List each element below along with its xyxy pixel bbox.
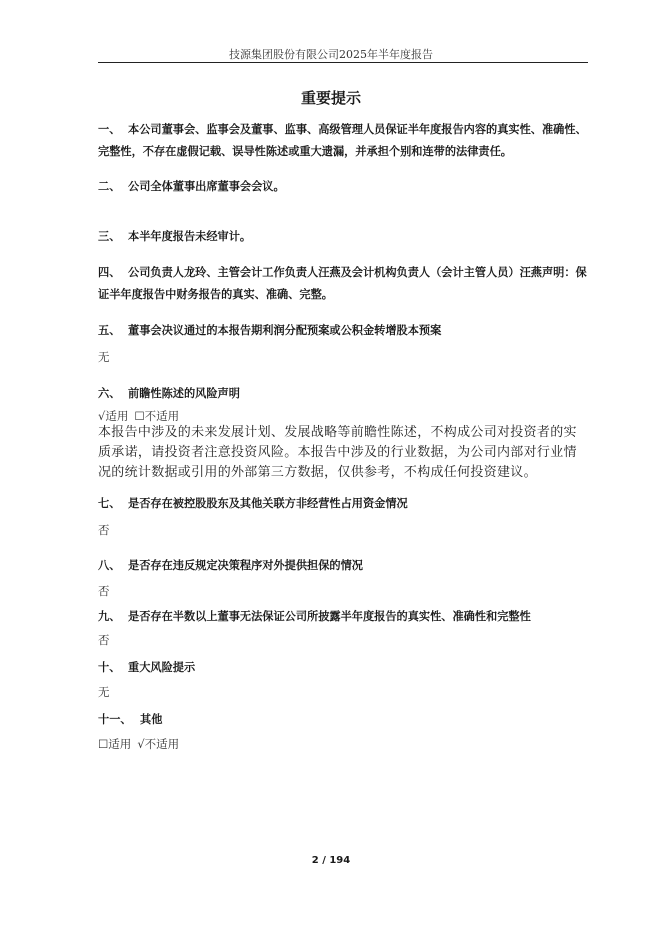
item-text: 本半年度报告未经审计。 [128, 230, 252, 243]
applicable-checked: √适用 [98, 409, 129, 423]
applicable-unchecked: ☐适用 [98, 737, 132, 751]
item-text: 重大风险提示 [128, 661, 196, 674]
not-applicable-unchecked: ☐不适用 [134, 409, 180, 423]
item-number: 七、 [98, 497, 121, 510]
item-number: 一、 [98, 123, 121, 136]
item-text: 公司全体董事出席董事会会议。 [128, 180, 285, 193]
page-number: 2 / 194 [311, 855, 351, 866]
item-text: 是否存在半数以上董事无法保证公司所披露半年度报告的真实性、准确性和完整性 [128, 610, 531, 623]
item-5 [98, 320, 590, 342]
item-text: 其他 [140, 713, 163, 726]
item-number: 十、 [98, 661, 121, 674]
item-number: 八、 [98, 559, 121, 572]
item-11-applicability [98, 736, 590, 752]
item-number: 三、 [98, 230, 121, 243]
item-8-answer: 否 [98, 584, 110, 598]
item-number: 九、 [98, 610, 121, 623]
page-header: 技源集团股份有限公司2025年半年度报告 [229, 48, 433, 61]
item-number: 六、 [98, 387, 121, 400]
item-1 [98, 119, 590, 163]
item-number: 十一、 [98, 713, 132, 726]
page-title: 重要提示 [300, 89, 361, 107]
item-text: 本公司董事会、监事会及董事、监事、高级管理人员保证半年度报告内容的真实性、准确性、完整性，不存在虚假记载、误导性陈述或重大遗漏，并承担个别和连带的法律责任。 [98, 123, 587, 158]
item-4 [98, 262, 590, 306]
item-text: 董事会决议通过的本报告期利润分配预案或公积金转增股本预案 [128, 324, 442, 337]
item-7-answer: 否 [98, 523, 110, 537]
item-text: 是否存在违反规定决策程序对外提供担保的情况 [128, 559, 363, 572]
item-6-applicability [98, 408, 590, 424]
item-10 [98, 657, 590, 679]
item-8 [98, 555, 590, 577]
item-6-body: 本报告中涉及的未来发展计划、发展战略等前瞻性陈述，不构成公司对投资者的实质承诺，请投资者注意投资风险。本报告中涉及的行业数据，为公司内部对行业情况的统计数据或引用的外部第三方数据，仅供参考，不构成任何投资建议。 [98, 425, 577, 480]
item-9 [98, 606, 590, 628]
item-10-answer: 无 [98, 685, 110, 699]
not-applicable-checked: √不适用 [137, 737, 180, 751]
item-number: 二、 [98, 180, 121, 193]
item-2 [98, 176, 590, 198]
item-text: 前瞻性陈述的风险声明 [128, 387, 240, 400]
header-rule [98, 62, 588, 63]
item-5-answer: 无 [98, 350, 110, 364]
item-number: 四、 [98, 266, 121, 279]
item-9-answer: 否 [98, 633, 110, 647]
item-3 [98, 226, 590, 248]
item-11 [98, 709, 590, 731]
item-text: 是否存在被控股股东及其他关联方非经营性占用资金情况 [128, 497, 408, 510]
item-number: 五、 [98, 324, 121, 337]
item-7 [98, 493, 590, 515]
item-text: 公司负责人龙玲、主管会计工作负责人汪燕及会计机构负责人（会计主管人员）汪燕声明：保证半年度报告中财务报告的真实、准确、完整。 [98, 266, 587, 301]
item-6 [98, 383, 590, 405]
